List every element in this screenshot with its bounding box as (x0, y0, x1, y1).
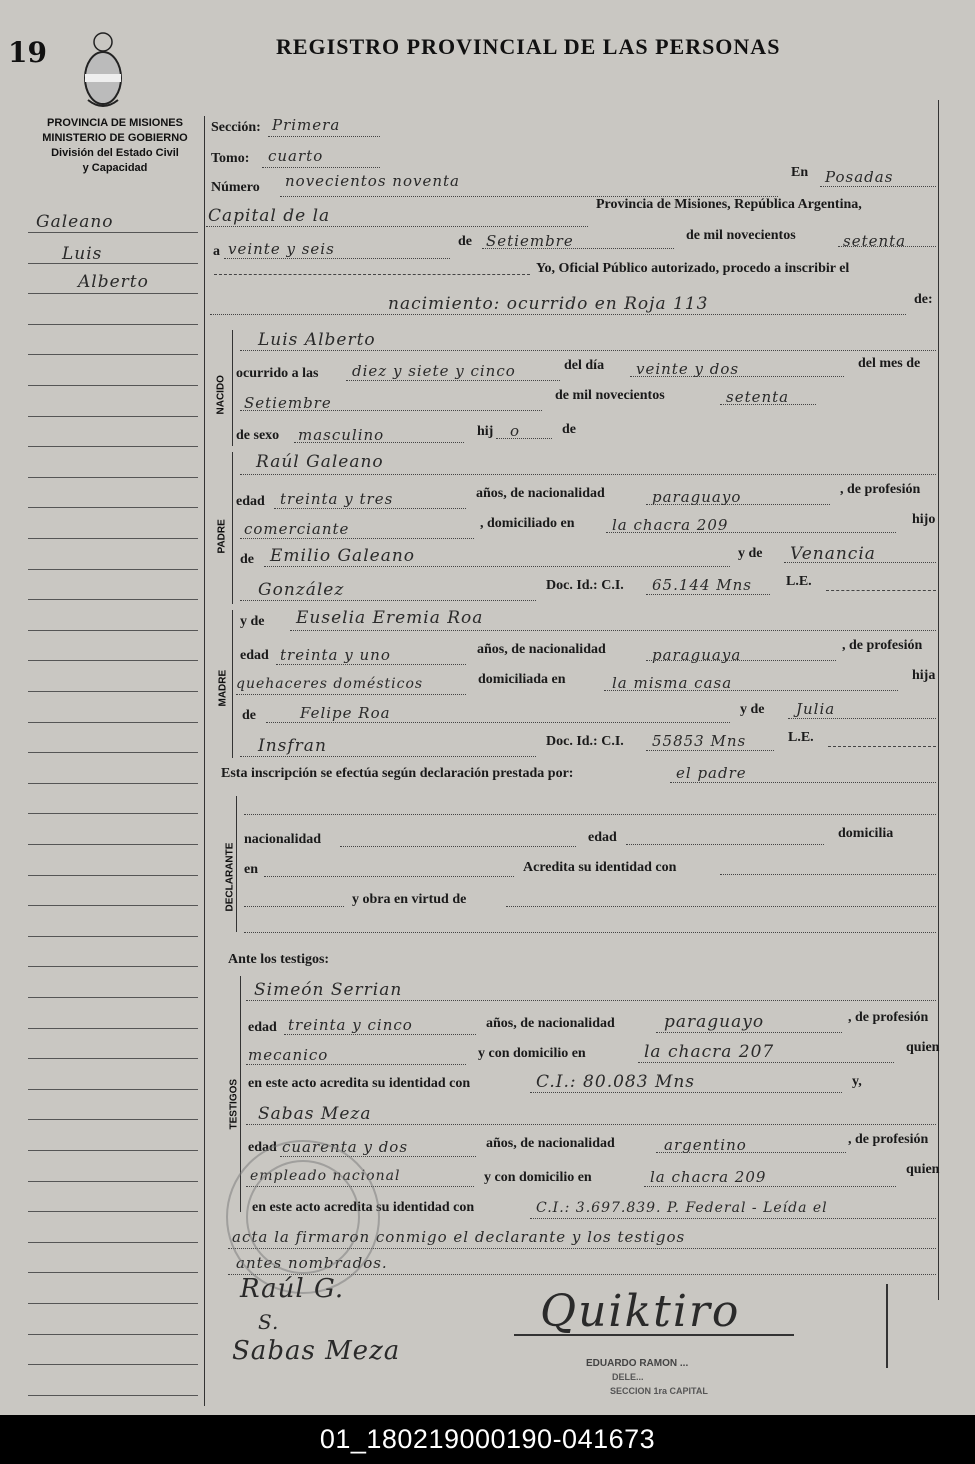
tomo-line (262, 167, 380, 168)
declarante-section-label: DECLARANTE (224, 842, 236, 912)
signature-bracket (886, 1284, 888, 1368)
declarante-edad-line (626, 844, 824, 845)
padre-le-line (826, 590, 936, 591)
mes-value: Setiembre (486, 232, 574, 250)
t2-nac-label: años, de nacionalidad (486, 1136, 615, 1151)
declarante-dom-label: domicilia (838, 826, 894, 841)
madre-y-de-label: y de (240, 614, 265, 629)
t2-nombre: Sabas Meza (258, 1104, 372, 1124)
madre-doc-line (646, 750, 774, 751)
margin-rule (28, 1089, 198, 1090)
margin-rule (28, 722, 198, 723)
nacido-mes-label: del mes de (858, 356, 921, 371)
declarante-acredita-line (720, 874, 936, 875)
margin-rule (28, 1303, 198, 1304)
nacido-anio-value: setenta (726, 388, 790, 406)
margin-rule (28, 1395, 198, 1396)
hij-line (496, 438, 552, 439)
margin-rule (28, 691, 198, 692)
padre-hijo-label: hijo (912, 512, 936, 527)
madre-padre-value: Felipe Roa (300, 704, 391, 722)
anio-line (838, 246, 936, 247)
t2-dom-value: la chacra 209 (650, 1168, 767, 1186)
seccion-label: Sección: (211, 120, 261, 135)
madre-dom-label: domiciliada en (478, 672, 566, 687)
padre-madre-cont-line (240, 600, 536, 601)
margin-firstname: Luis (62, 244, 103, 264)
coat-of-arms-icon (80, 30, 126, 112)
padre-edad-line (274, 508, 466, 509)
padre-madre-value: Venancia (790, 544, 876, 564)
t1-prof-line (246, 1064, 466, 1065)
tomo-value: cuarto (268, 147, 324, 165)
margin-rule (28, 783, 198, 784)
madre-de-label: de (242, 708, 256, 723)
madre-le-line (828, 746, 936, 747)
padre-prof-value: comerciante (244, 520, 350, 538)
declarante-extra-line (244, 932, 936, 933)
padre-dom-value: la chacra 209 (612, 516, 729, 534)
margin-rule (28, 752, 198, 753)
margin-rule (28, 1364, 198, 1365)
t1-nac-label: años, de nacionalidad (486, 1016, 615, 1031)
margin-rule (28, 844, 198, 845)
padre-y-de-label: y de (738, 546, 763, 561)
padre-nac-value: paraguayo (652, 488, 742, 506)
padre-edad-value: treinta y tres (280, 490, 394, 508)
numero-value: novecientos noventa (285, 172, 460, 190)
t1-doc-line (530, 1092, 842, 1093)
document-code: 01_180219000190-041673 (0, 1415, 975, 1464)
main-left-border (204, 116, 205, 1406)
signature-testigo2: Sabas Meza (232, 1336, 401, 1366)
tomo-label: Tomo: (211, 151, 250, 166)
nacido-section-label: NACIDO (215, 375, 227, 415)
seccion-value: Primera (272, 116, 341, 134)
testigos-section-label: TESTIGOS (228, 1078, 240, 1130)
a-label: a (213, 244, 220, 259)
nacido-dia-value: veinte y dos (636, 360, 740, 378)
margin-middlename: Alberto (78, 272, 149, 292)
circular-seal-inner (246, 1160, 360, 1274)
dia-value: veinte y seis (228, 240, 335, 258)
margin-rule (28, 385, 198, 386)
nacido-anio-label: de mil novecientos (555, 388, 665, 403)
mes-line (482, 248, 674, 249)
madre-madre-cont-line (240, 756, 536, 757)
ocurrido-label: ocurrido a las (236, 366, 319, 381)
padre-de-label: de (240, 552, 254, 567)
hecho-value: nacimiento: ocurrido en Roja 113 (388, 294, 709, 314)
padre-edad-label: edad (236, 494, 265, 509)
declarante-obra-label: y obra en virtud de (352, 892, 467, 907)
margin-rule (28, 569, 198, 570)
declarante-edad-label: edad (588, 830, 617, 845)
padre-prof-label: , de profesión (840, 482, 921, 497)
sexo-label: de sexo (236, 428, 280, 443)
t1-dom-label: y con domicilio en (478, 1046, 586, 1061)
margin-rule (28, 446, 198, 447)
institution-line: PROVINCIA DE MISIONES (47, 117, 183, 129)
madre-padre-line (266, 722, 730, 723)
margin-rule (28, 936, 198, 937)
margin-rule (28, 1119, 198, 1120)
declaracion-label: Esta inscripción se efectúa según declaración prestada por: (221, 766, 574, 781)
t2-prof-label: , de profesión (848, 1132, 929, 1147)
madre-nac-line (646, 660, 836, 661)
madre-nac-label: años, de nacionalidad (477, 642, 606, 657)
padre-dom-line (606, 532, 896, 533)
margin-rule (28, 507, 198, 508)
cierre-line-1: acta la firmaron conmigo el declarante y los testigos (232, 1228, 686, 1246)
t1-nac-line (656, 1032, 842, 1033)
official-stamp-line-3: SECCION 1ra CAPITAL (610, 1386, 708, 1396)
padre-doc-value: 65.144 Mns (652, 576, 752, 594)
t2-quien-label: quien (906, 1162, 940, 1177)
margin-rule (28, 1211, 198, 1212)
institution-block (22, 116, 208, 176)
madre-nombre-line (290, 630, 936, 631)
t1-prof-value: mecanico (248, 1046, 329, 1064)
en-line (820, 186, 936, 187)
declarante-nac-label: nacionalidad (244, 832, 322, 847)
t1-dom-value: la chacra 207 (644, 1042, 775, 1062)
padre-nac-label: años, de nacionalidad (476, 486, 605, 501)
hora-line (346, 380, 560, 381)
margin-rule (28, 416, 198, 417)
anio-value: setenta (843, 232, 907, 250)
blank-dash-line (214, 274, 530, 275)
t1-nombre-line (246, 1000, 936, 1001)
declarante-en-line (264, 876, 514, 877)
t2-nac-value: argentino (664, 1136, 747, 1154)
padre-padre-value: Emilio Galeano (270, 546, 416, 566)
declaracion-line (670, 782, 936, 783)
madre-doc-label: Doc. Id.: C.I. (546, 734, 624, 749)
margin-rule (28, 354, 198, 355)
madre-dom-line (604, 690, 898, 691)
de-colon-label: de: (914, 292, 933, 307)
t1-prof-label: , de profesión (848, 1010, 929, 1025)
margin-rule (28, 232, 198, 233)
padre-madre-cont: González (258, 580, 345, 600)
margin-rule (28, 293, 198, 294)
nacido-anio-line (720, 404, 816, 405)
padre-doc-line (646, 594, 770, 595)
declarante-en-label: en (244, 862, 258, 877)
capital-value: Capital de la (208, 206, 331, 226)
hora-value: diez y siete y cinco (352, 362, 516, 380)
madre-dom-value: la misma casa (612, 674, 733, 692)
official-stamp-line-2: DELE... (612, 1372, 644, 1382)
t1-edad-label: edad (248, 1020, 277, 1035)
t1-doc-value: C.I.: 80.083 Mns (536, 1072, 696, 1092)
madre-madre-line (788, 718, 936, 719)
t2-nombre-line (246, 1124, 936, 1125)
anio-label: de mil novecientos (686, 228, 796, 243)
cierre-line-2: antes nombrados. (236, 1254, 388, 1272)
hij-value: o (510, 422, 521, 440)
declaracion-value: el padre (676, 764, 747, 782)
padre-madre-line (784, 562, 936, 563)
main-right-border (938, 100, 939, 1300)
madre-y-de2-label: y de (740, 702, 765, 717)
provincia-label: Provincia de Misiones, República Argentina, (596, 197, 862, 212)
margin-rule (28, 1334, 198, 1335)
en-value: Posadas (825, 168, 894, 186)
declarante-obra-line (506, 906, 936, 907)
signature-oficial: Quiktiro (540, 1286, 741, 1337)
margin-rule (28, 599, 198, 600)
nacido-mes-line (240, 410, 542, 411)
nacido-de-label: de (562, 422, 576, 437)
en-label: En (791, 165, 809, 180)
margin-rule (28, 905, 198, 906)
declarante-nac-line (340, 846, 576, 847)
institution-line: MINISTERIO DE GOBIERNO (42, 132, 188, 144)
madre-nombre: Euselia Eremia Roa (296, 608, 484, 628)
institution-line: y Capacidad (82, 162, 148, 174)
padre-section-label: PADRE (216, 519, 228, 554)
madre-prof-value: quehaceres domésticos (236, 676, 424, 692)
margin-rule (28, 1058, 198, 1059)
t2-dom-label: y con domicilio en (484, 1170, 592, 1185)
seccion-line (268, 136, 380, 137)
margin-surname: Galeano (36, 212, 114, 232)
margin-rule (28, 630, 198, 631)
padre-prof-line (240, 538, 474, 539)
declarante-section-bar (236, 796, 237, 932)
t1-edad-line (284, 1034, 476, 1035)
padre-doc-label: Doc. Id.: C.I. (546, 578, 624, 593)
t2-edad-label: edad (248, 1140, 277, 1155)
margin-rule (28, 813, 198, 814)
dia-line (224, 258, 450, 259)
t1-dom-line (638, 1062, 894, 1063)
sexo-line (294, 442, 464, 443)
nacido-dia-line (630, 376, 844, 377)
nacido-mes-value: Setiembre (244, 394, 332, 412)
margin-rule (28, 1028, 198, 1029)
t2-dom-line (644, 1186, 896, 1187)
madre-madre-value: Julia (796, 700, 836, 718)
t2-prof-value: empleado nacional (250, 1168, 401, 1184)
padre-section-bar (232, 452, 233, 604)
margin-rule (28, 966, 198, 967)
padre-le-label: L.E. (786, 574, 812, 589)
margin-rule (28, 477, 198, 478)
madre-nac-value: paraguaya (652, 646, 742, 664)
nacido-nombre-line (240, 350, 936, 351)
margin-rule (28, 538, 198, 539)
madre-prof-line (236, 694, 466, 695)
signature-rule-oficial (514, 1334, 794, 1336)
numero-label: Número (211, 180, 260, 195)
madre-doc-value: 55853 Mns (652, 732, 747, 750)
madre-edad-label: edad (240, 648, 269, 663)
t2-doc-line (530, 1218, 936, 1219)
t2-nac-line (656, 1152, 846, 1153)
margin-rule (28, 997, 198, 998)
padre-dom-label: , domiciliado en (480, 516, 575, 531)
nacido-nombre: Luis Alberto (258, 330, 376, 350)
margin-rule (28, 1242, 198, 1243)
signature-testigo1: S. (258, 1310, 280, 1334)
testigos-intro: Ante los testigos: (228, 952, 330, 967)
madre-edad-value: treinta y uno (280, 646, 391, 664)
t2-doc-value: C.I.: 3.697.839. P. Federal - Leída el (536, 1200, 828, 1216)
margin-rule (28, 1181, 198, 1182)
document-title: REGISTRO PROVINCIAL DE LAS PERSONAS (276, 34, 781, 59)
page-number: 19 (8, 36, 47, 69)
sexo-value: masculino (298, 426, 385, 444)
declarante-nombre-line (244, 814, 936, 815)
oficial-label: Yo, Oficial Público autorizado, procedo a inscribir el (536, 261, 850, 276)
margin-rule (28, 1150, 198, 1151)
padre-padre-line (264, 566, 730, 567)
t1-y-label: y, (852, 1074, 862, 1089)
madre-le-label: L.E. (788, 730, 814, 745)
capital-line (206, 226, 588, 227)
margin-rule (28, 875, 198, 876)
nacido-section-bar (232, 330, 233, 446)
declarante-acredita-label: Acredita su identidad con (523, 860, 677, 875)
t1-quien-label: quien (906, 1040, 940, 1055)
de-label: de (458, 234, 472, 249)
madre-edad-line (276, 664, 466, 665)
margin-rule (28, 1272, 198, 1273)
t1-nombre: Simeón Serrian (254, 980, 403, 1000)
t2-acredita-label: en este acto acredita su identidad con (252, 1200, 475, 1215)
t1-edad-value: treinta y cinco (288, 1016, 413, 1034)
margin-rule (28, 324, 198, 325)
signature-declarante: Raúl G. (240, 1274, 345, 1304)
hij-label: hij (477, 424, 494, 439)
madre-hija-label: hija (912, 668, 936, 683)
madre-madre-cont: Insfran (258, 736, 327, 756)
padre-nombre: Raúl Galeano (256, 452, 384, 472)
margin-rule (28, 263, 198, 264)
madre-prof-label: , de profesión (842, 638, 923, 653)
t2-edad-value: cuarenta y dos (282, 1138, 409, 1156)
hecho-line (210, 314, 906, 315)
nacido-dia-label: del día (564, 358, 605, 373)
t1-nac-value: paraguayo (664, 1012, 765, 1032)
padre-nombre-line (240, 474, 936, 475)
institution-line: División del Estado Civil (51, 147, 179, 159)
declarante-blank-line (244, 906, 344, 907)
madre-section-bar (232, 610, 233, 758)
t1-acredita-label: en este acto acredita su identidad con (248, 1076, 471, 1091)
margin-rule (28, 660, 198, 661)
padre-nac-line (646, 504, 830, 505)
official-stamp-line-1: EDUARDO RAMON ... (586, 1358, 689, 1369)
madre-section-label: MADRE (217, 669, 229, 707)
